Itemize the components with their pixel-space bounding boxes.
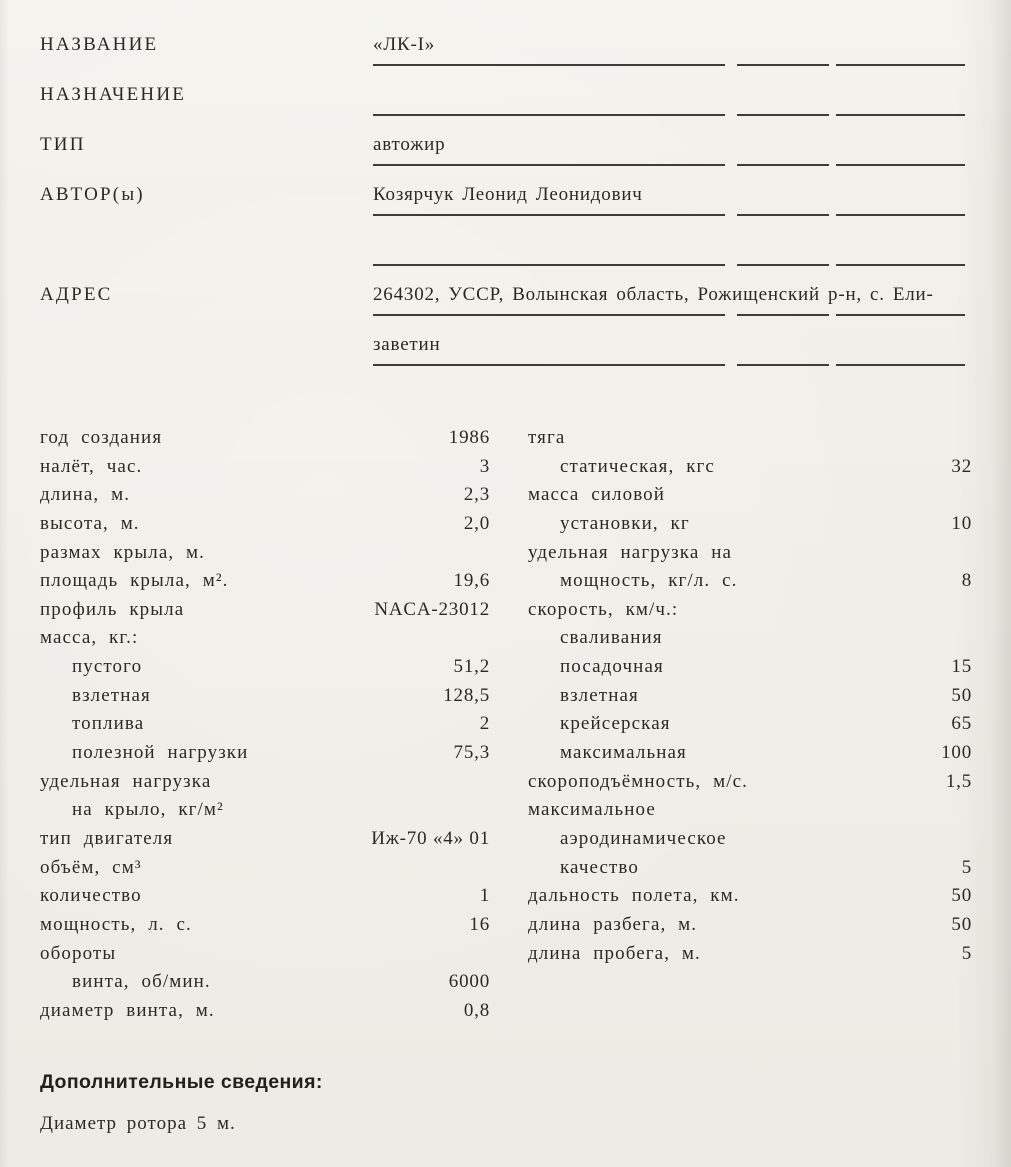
- spec-label: площадь крыла, м².: [40, 570, 229, 592]
- field-value: [373, 234, 965, 264]
- spec-row: [40, 768, 490, 797]
- spec-label: пустого: [72, 656, 143, 678]
- spec-label: посадочная: [560, 656, 664, 678]
- spec-value: 15: [951, 656, 972, 678]
- spec-value: 2,3: [463, 484, 490, 506]
- field-label: АВТОР(ы): [40, 184, 145, 205]
- spec-label: обороты: [40, 942, 117, 964]
- spec-row: [528, 567, 972, 596]
- spec-row: [528, 911, 972, 940]
- spec-row: [528, 854, 972, 883]
- spec-label: винта, об/мин.: [72, 971, 211, 993]
- spec-label: максимальная: [560, 742, 687, 764]
- spec-row: [40, 997, 490, 1026]
- spec-row: [528, 510, 972, 539]
- spec-row: [40, 510, 490, 539]
- spec-label: тип двигателя: [40, 827, 174, 849]
- spec-value: 3: [479, 455, 490, 477]
- spec-label: скорость, км/ч.:: [528, 598, 679, 620]
- spec-label: сваливания: [560, 627, 663, 649]
- form-field-row: [40, 334, 965, 364]
- form-field-row: [40, 184, 965, 214]
- spec-row: [528, 539, 972, 568]
- spec-row: [40, 882, 490, 911]
- form-field-row: [40, 34, 965, 64]
- spec-row: [528, 739, 972, 768]
- spec-row: [40, 453, 490, 482]
- spec-row: [528, 768, 972, 797]
- additional-info-section: [40, 1071, 940, 1135]
- field-value: автожир: [373, 134, 965, 164]
- spec-label: скороподъёмность, м/с.: [528, 770, 748, 792]
- spec-label: установки, кг: [560, 512, 690, 534]
- form-field-row: [40, 284, 965, 314]
- spec-value: 1,5: [945, 770, 972, 792]
- spec-value: 51,2: [453, 656, 490, 678]
- spec-label: мощность, л. с.: [40, 913, 192, 935]
- spec-row: [40, 739, 490, 768]
- spec-label: дальность полета, км.: [528, 885, 740, 907]
- spec-row: [528, 453, 972, 482]
- spec-value: 50: [951, 684, 972, 706]
- spec-label: профиль крыла: [40, 598, 185, 620]
- spec-label: качество: [560, 856, 639, 878]
- spec-label: аэродинамическое: [560, 827, 727, 849]
- field-label: НАЗВАНИЕ: [40, 34, 159, 55]
- spec-value: 1986: [448, 427, 490, 448]
- spec-row: [40, 825, 490, 854]
- field-value: 264302, УССР, Волынская область, Рожищенский р-н, с. Ели-: [373, 284, 965, 314]
- field-value: [373, 84, 965, 114]
- spec-row: [40, 424, 490, 453]
- spec-label: длина, м.: [40, 484, 131, 506]
- spec-label: объём, см³: [40, 856, 142, 878]
- spec-label: на крыло, кг/м²: [72, 799, 224, 821]
- spec-label: крейсерская: [560, 713, 671, 735]
- spec-label: мощность, кг/л. с.: [560, 570, 738, 592]
- spec-column-left: [40, 424, 490, 1025]
- form-field-row: [40, 134, 965, 164]
- spec-value: 5: [961, 856, 972, 878]
- spec-value: 8: [961, 570, 972, 592]
- spec-row: [40, 911, 490, 940]
- field-label: НАЗНАЧЕНИЕ: [40, 84, 187, 105]
- spec-label: диаметр винта, м.: [40, 999, 215, 1021]
- spec-value: 50: [951, 885, 972, 907]
- spec-value: 128,5: [443, 684, 490, 706]
- spec-row: [528, 424, 972, 453]
- spec-row: [528, 653, 972, 682]
- spec-row: [40, 710, 490, 739]
- spec-label: высота, м.: [40, 512, 140, 534]
- spec-value: 100: [941, 742, 972, 764]
- spec-label: количество: [40, 885, 142, 907]
- spec-value: 19,6: [453, 570, 490, 592]
- spec-value: 6000: [448, 971, 490, 993]
- spec-row: [528, 481, 972, 510]
- spec-label: удельная нагрузка на: [528, 541, 733, 563]
- header-form-section: [0, 0, 1011, 415]
- spec-row: [528, 940, 972, 969]
- spec-label: полезной нагрузки: [72, 742, 249, 764]
- spec-row: [528, 796, 972, 825]
- additional-info-text: Диаметр ротора 5 м.: [40, 1113, 236, 1134]
- spec-value: 2: [479, 713, 490, 735]
- spec-row: [40, 854, 490, 883]
- form-field-row: [40, 84, 965, 114]
- spec-row: [40, 567, 490, 596]
- spec-label: тяга: [528, 427, 566, 448]
- field-value: Козярчук Леонид Леонидович: [373, 184, 965, 214]
- field-label: АДРЕС: [40, 284, 113, 305]
- spec-label: взлетная: [72, 684, 151, 706]
- spec-label: налёт, час.: [40, 455, 143, 477]
- spec-row: [528, 624, 972, 653]
- spec-label: взлетная: [560, 684, 639, 706]
- spec-value: 5: [961, 942, 972, 964]
- spec-row: [40, 968, 490, 997]
- spec-row: [40, 940, 490, 969]
- field-value: заветин: [373, 334, 965, 364]
- spec-row: [40, 481, 490, 510]
- spec-column-right: [528, 424, 972, 968]
- spec-value: 65: [951, 713, 972, 735]
- field-value: «ЛК-I»: [373, 34, 965, 64]
- spec-row: [40, 682, 490, 711]
- spec-row: [40, 596, 490, 625]
- spec-value: 0,8: [463, 999, 490, 1021]
- spec-row: [528, 682, 972, 711]
- spec-row: [528, 710, 972, 739]
- spec-label: размах крыла, м.: [40, 541, 206, 563]
- spec-value: 16: [469, 913, 490, 935]
- spec-label: максимальное: [528, 799, 656, 821]
- spec-label: топлива: [72, 713, 145, 735]
- spec-value: 2,0: [463, 512, 490, 534]
- spec-value: NACA-23012: [374, 598, 490, 620]
- form-field-row: [40, 234, 965, 264]
- spec-value: 1: [479, 885, 490, 907]
- field-label: ТИП: [40, 134, 86, 155]
- spec-value: 10: [951, 512, 972, 534]
- spec-row: [40, 624, 490, 653]
- spec-row: [40, 796, 490, 825]
- spec-label: год создания: [40, 427, 163, 448]
- additional-info-title: Дополнительные сведения:: [40, 1071, 323, 1093]
- spec-value: 32: [951, 455, 972, 477]
- spec-label: масса, кг.:: [40, 627, 139, 649]
- spec-value: 50: [951, 913, 972, 935]
- spec-label: длина разбега, м.: [528, 913, 698, 935]
- spec-row: [528, 825, 972, 854]
- spec-value: 75,3: [453, 742, 490, 764]
- spec-row: [528, 596, 972, 625]
- spec-row: [528, 882, 972, 911]
- spec-label: длина пробега, м.: [528, 942, 701, 964]
- spec-row: [40, 539, 490, 568]
- spec-row: [40, 653, 490, 682]
- spec-label: удельная нагрузка: [40, 770, 212, 792]
- spec-value: Иж-70 «4» 01: [371, 827, 490, 849]
- spec-label: статическая, кгс: [560, 455, 715, 477]
- spec-label: масса силовой: [528, 484, 665, 506]
